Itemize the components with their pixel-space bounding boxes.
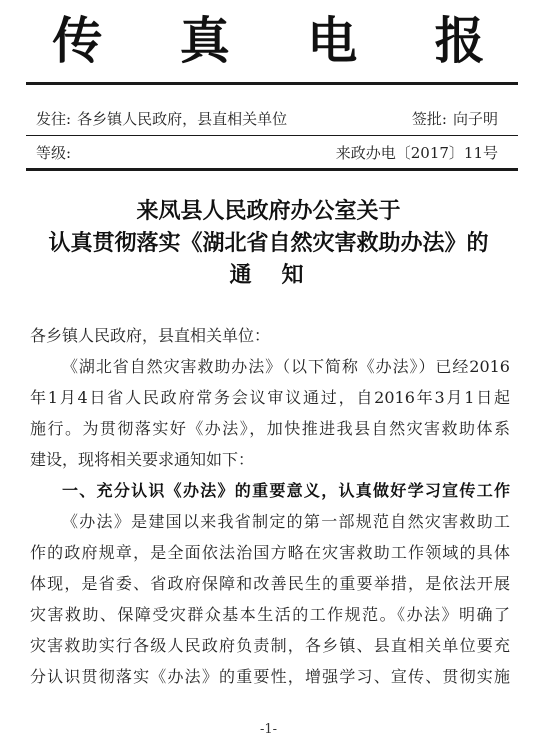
recipient-value: 各乡镇人民政府，县直相关单位: [77, 110, 288, 128]
doc-number: 来政办电〔2017〕11号: [335, 144, 498, 162]
page-number: -1-: [259, 722, 278, 737]
signer-label: 签批:: [411, 110, 447, 128]
paragraph-2-line-3: 体现，是省委、省政府保障和改善民生的重要举措，是依法开展: [30, 574, 510, 593]
section-heading-1: 一、充分认识《办法》的重要意义，认真做好学习宣传工作: [62, 481, 510, 500]
doc-title-line-3: 通 知: [229, 262, 308, 288]
grade-row: [36, 140, 508, 166]
doc-title-line-1: 来凤县人民政府办公室关于: [136, 198, 401, 224]
salutation: 各乡镇人民政府，县直相关单位：: [30, 326, 271, 345]
paragraph-2-line-6: 分认识贯彻落实《办法》的重要性，增强学习、宣传、贯彻实施: [30, 667, 510, 686]
header-rule-top: [26, 82, 518, 85]
recipient-label: 发往:: [36, 110, 72, 128]
header-rule-middle: [26, 135, 518, 136]
paragraph-2-line-4: 灾害救助、保障受灾群众基本生活的工作规范。《办法》明确了: [30, 605, 510, 624]
header-rule-bottom: [26, 168, 518, 171]
paragraph-2-line-2: 作的政府规章，是全面依法治国方略在灾害救助工作领域的具体: [30, 543, 510, 562]
doc-title-line-2: 认真贯彻落实《湖北省自然灾害救助办法》的: [48, 230, 489, 256]
signer-group: [412, 106, 498, 132]
paragraph-2-line-1: 《办法》是建国以来我省制定的第一部规范自然灾害救助工: [62, 512, 510, 531]
paragraph-1-line-3: 施行。为贯彻落实好《办法》，加快推进我县自然灾害救助体系: [30, 419, 510, 438]
paragraph-1-line-1: 《湖北省自然灾害救助办法》（以下简称《办法》）已经2016: [62, 357, 510, 376]
paragraph-2-line-5: 灾害救助实行各级人民政府负责制，各乡镇、县直相关单位要充: [30, 636, 510, 655]
signer-value: 向子明: [452, 110, 498, 128]
recipient-row: [36, 106, 508, 132]
paragraph-1-line-4: 建设，现将相关要求通知如下：: [30, 450, 255, 469]
paragraph-1-line-2: 年1月4日省人民政府常务会议审议通过，自2016年3月1日起: [30, 388, 510, 407]
fax-title: 传 真 电 报: [52, 11, 515, 70]
grade-label: 等级:: [36, 144, 72, 162]
